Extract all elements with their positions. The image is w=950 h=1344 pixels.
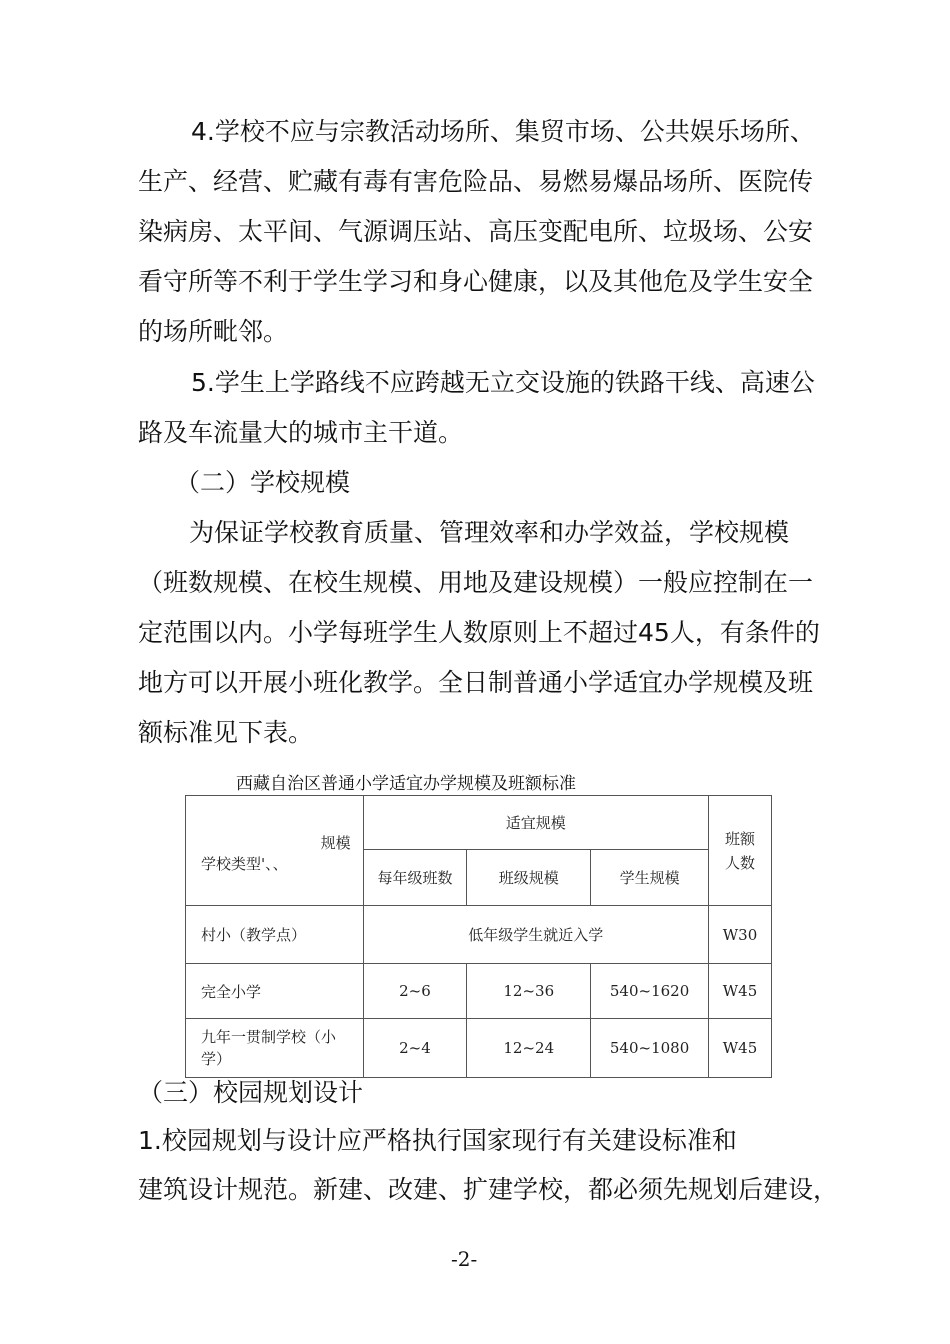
table-row (186, 906, 772, 964)
section-heading-campus-planning: （三）校园规划设计 (138, 1078, 364, 1107)
scale-line-5: 额标准见下表。 (138, 718, 314, 747)
corner-type-label: 学校类型'、、 (201, 855, 288, 873)
corner-header-cell (186, 796, 364, 906)
quota-cell: W45 (709, 964, 772, 1019)
scale-line-2: （班数规模、在校生规模、用地及建设规模）一般应控制在一 (138, 568, 814, 597)
para5-line-2: 路及车流量大的城市主干道。 (138, 418, 464, 447)
student-scale-header: 学生规模 (591, 850, 709, 906)
scale-line-4: 地方可以开展小班化教学。全日制普通小学适宜办学规模及班 (138, 668, 814, 697)
page-number: -2- (451, 1247, 478, 1271)
grades-cell: 2~6 (363, 964, 467, 1019)
scale-line-3: 定范围以内。小学每班学生人数原则上不超过45人，有条件的 (138, 618, 820, 647)
quota-cell: W45 (709, 1019, 772, 1078)
classes-cell: 12~24 (467, 1019, 591, 1078)
table-row (186, 964, 772, 1019)
para4-line-2: 生产、经营、贮藏有毒有害危险品、易燃易爆品场所、医院传 (138, 167, 814, 196)
school-type-cell: 完全小学 (186, 964, 364, 1019)
table-title: 西藏自治区普通小学适宜办学规模及班额标准 (236, 774, 576, 794)
para5-line-1: 5.学生上学路线不应跨越无立交设施的铁路干线、高速公 (191, 368, 815, 397)
quota-cell: W30 (709, 906, 772, 964)
para4-line-3: 染病房、太平间、气源调压站、高压变配电所、垃圾场、公安 (138, 217, 814, 246)
school-type-cell: 村小（教学点） (186, 906, 364, 964)
para1-line-1: 1.校园规划与设计应严格执行国家现行有关建设标准和 (138, 1126, 737, 1155)
para4-line-1: 4.学校不应与宗教活动场所、集贸市场、公共娱乐场所、 (191, 117, 815, 146)
students-cell: 540~1080 (591, 1019, 709, 1078)
table-row (186, 1019, 772, 1078)
para1-line-2: 建筑设计规范。新建、改建、扩建学校，都必须先规划后建设， (138, 1175, 839, 1204)
scale-standard-table (185, 795, 772, 1078)
students-cell: 540~1620 (591, 964, 709, 1019)
grades-cell: 2~4 (363, 1019, 467, 1078)
suitable-scale-header: 适宜规模 (363, 796, 708, 850)
classes-cell: 12~36 (467, 964, 591, 1019)
corner-scale-label: 规模 (320, 834, 351, 852)
para4-line-4: 看守所等不利于学生学习和身心健康，以及其他危及学生安全 (138, 267, 814, 296)
para4-line-5: 的场所毗邻。 (138, 317, 289, 346)
section-heading-school-scale: （二）学校规模 (175, 468, 351, 497)
class-scale-header: 班级规模 (467, 850, 591, 906)
scale-line-1: 为保证学校教育质量、管理效率和办学效益，学校规模 (189, 518, 790, 547)
school-type-cell: 九年一贯制学校（小学） (186, 1019, 364, 1078)
grades-per-year-header: 每年级班数 (363, 850, 467, 906)
merged-note-cell: 低年级学生就近入学 (363, 906, 708, 964)
class-quota-header: 班额人数 (709, 796, 772, 906)
